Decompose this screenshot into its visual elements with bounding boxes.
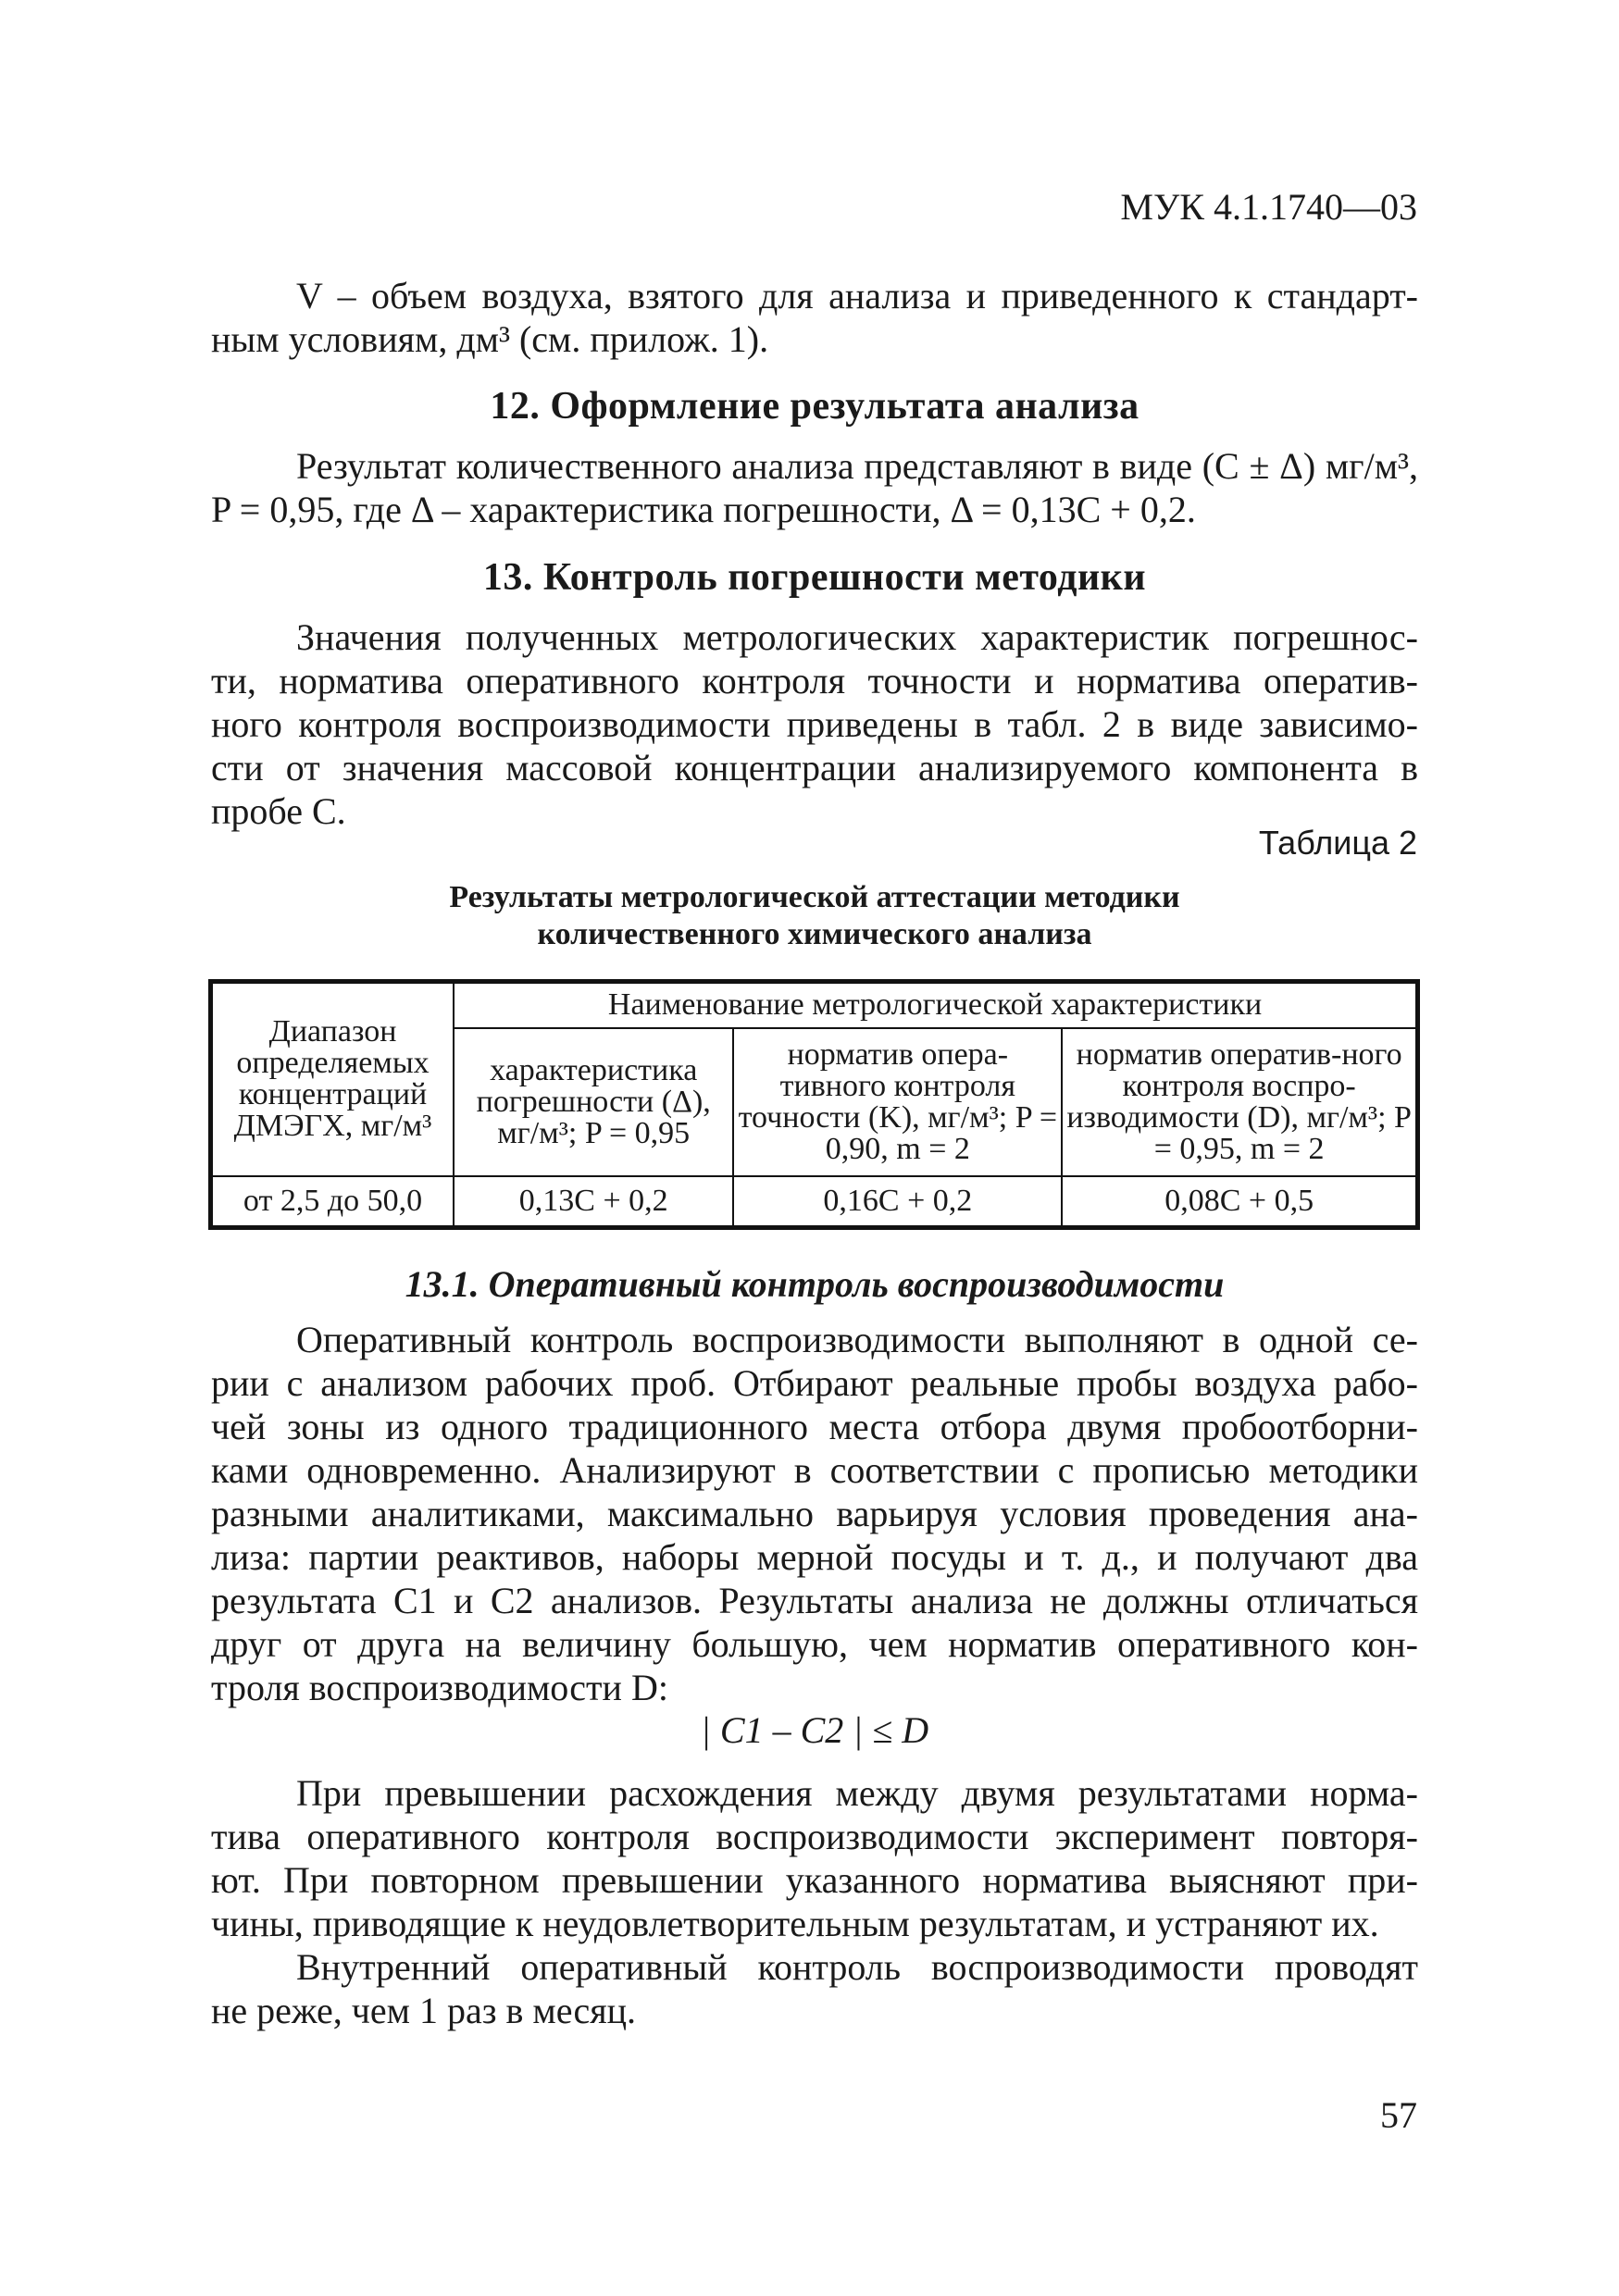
document-code: МУК 4.1.1740—03 bbox=[1120, 186, 1417, 228]
section-13-line-5: пробе C. bbox=[211, 790, 346, 832]
section-13-1-line-9: троля воспроизводимости D: bbox=[211, 1667, 668, 1708]
para2-line-1: При превышении расхождения между двумя результатами норма- bbox=[296, 1772, 1418, 1814]
page-number: 57 bbox=[1380, 2094, 1417, 2136]
table-row bbox=[211, 1176, 1418, 1228]
table-caption-line-1: Результаты метрологической аттестации методики bbox=[449, 880, 1180, 914]
para2-line-3: ют. При повторном превышении указанного норматива выясняют при- bbox=[211, 1859, 1418, 1901]
section-13-1-line-4: ками одновременно. Анализируют в соответствии с прописью методики bbox=[211, 1449, 1418, 1491]
section-13-1-line-7: результата C1 и C2 анализов. Результаты анализа не должны отличаться bbox=[211, 1580, 1418, 1621]
para2-line-2: тива оперативного контроля воспроизводимости эксперимент повторя- bbox=[211, 1816, 1418, 1857]
section-13-1-title: 13.1. Оперативный контроль воспроизводимости bbox=[405, 1263, 1225, 1305]
table-label: Таблица 2 bbox=[1258, 824, 1417, 862]
cell-accuracy: 0,16C + 0,2 bbox=[733, 1176, 1062, 1228]
section-12-title: 12. Оформление результата анализа bbox=[490, 385, 1140, 428]
section-13-line-3: ного контроля воспроизводимости приведены в табл. 2 в виде зависимо- bbox=[211, 703, 1418, 745]
section-12-line-1: Результат количественного анализа представляют в виде (C ± Δ) мг/м³, bbox=[296, 445, 1418, 487]
range-header: Диапазон определяемых концентраций ДМЭГХ, мг/м³ bbox=[211, 982, 455, 1176]
group-header: Наименование метрологической характеристики bbox=[454, 982, 1417, 1028]
section-13-1-line-3: чей зоны из одного традиционного места отбора двумя пробоотборни- bbox=[211, 1406, 1418, 1447]
para3-line-1: Внутренний оперативный контроль воспроизводимости проводят bbox=[296, 1946, 1418, 1988]
intro-line-2: ным условиям, дм³ (см. прилож. 1). bbox=[211, 318, 769, 360]
reproducibility-formula: | C1 – C2 | ≤ D bbox=[700, 1709, 929, 1751]
section-13-line-1: Значения полученных метрологических характеристик погрешнос- bbox=[296, 616, 1418, 658]
cell-error: 0,13C + 0,2 bbox=[454, 1176, 733, 1228]
section-13-1-line-2: рии с анализом рабочих проб. Отбирают реальные пробы воздуха рабо- bbox=[211, 1362, 1418, 1404]
col-header-accuracy: норматив опера-тивного контроля точности (K), мг/м³; P = 0,90, m = 2 bbox=[733, 1028, 1062, 1176]
para2-line-4: чины, приводящие к неудовлетворительным результатам, и устраняют их. bbox=[211, 1903, 1379, 1944]
section-13-line-4: сти от значения массовой концентрации анализируемого компонента в bbox=[211, 747, 1418, 788]
section-12-line-2: P = 0,95, где Δ – характеристика погрешности, Δ = 0,13C + 0,2. bbox=[211, 489, 1196, 530]
metrology-table bbox=[208, 979, 1420, 1230]
section-13-1-line-1: Оперативный контроль воспроизводимости выполняют в одной се- bbox=[296, 1319, 1418, 1360]
section-13-1-line-8: друг от друга на величину большую, чем норматив оперативного кон- bbox=[211, 1623, 1418, 1665]
section-13-1-line-6: лиза: партии реактивов, наборы мерной посуды и т. д., и получают два bbox=[211, 1536, 1418, 1578]
table-caption-line-2: количественного химического анализа bbox=[537, 917, 1092, 951]
para3-line-2: не реже, чем 1 раз в месяц. bbox=[211, 1990, 637, 2031]
col-header-reproducibility: норматив оператив-ного контроля воспро-изводимости (D), мг/м³; P = 0,95, m = 2 bbox=[1062, 1028, 1417, 1176]
cell-reproducibility: 0,08C + 0,5 bbox=[1062, 1176, 1417, 1228]
cell-range: от 2,5 до 50,0 bbox=[211, 1176, 455, 1228]
intro-line-1: V – объем воздуха, взятого для анализа и приведенного к стандарт- bbox=[296, 275, 1418, 316]
section-13-1-line-5: разными аналитиками, максимально варьируя условия проведения ана- bbox=[211, 1493, 1418, 1534]
section-13-title: 13. Контроль погрешности методики bbox=[482, 556, 1147, 599]
col-header-error: характеристика погрешности (Δ), мг/м³; P = 0,95 bbox=[454, 1028, 733, 1176]
section-13-line-2: ти, норматива оперативного контроля точности и норматива оператив- bbox=[211, 660, 1418, 701]
table-caption bbox=[211, 879, 1418, 953]
